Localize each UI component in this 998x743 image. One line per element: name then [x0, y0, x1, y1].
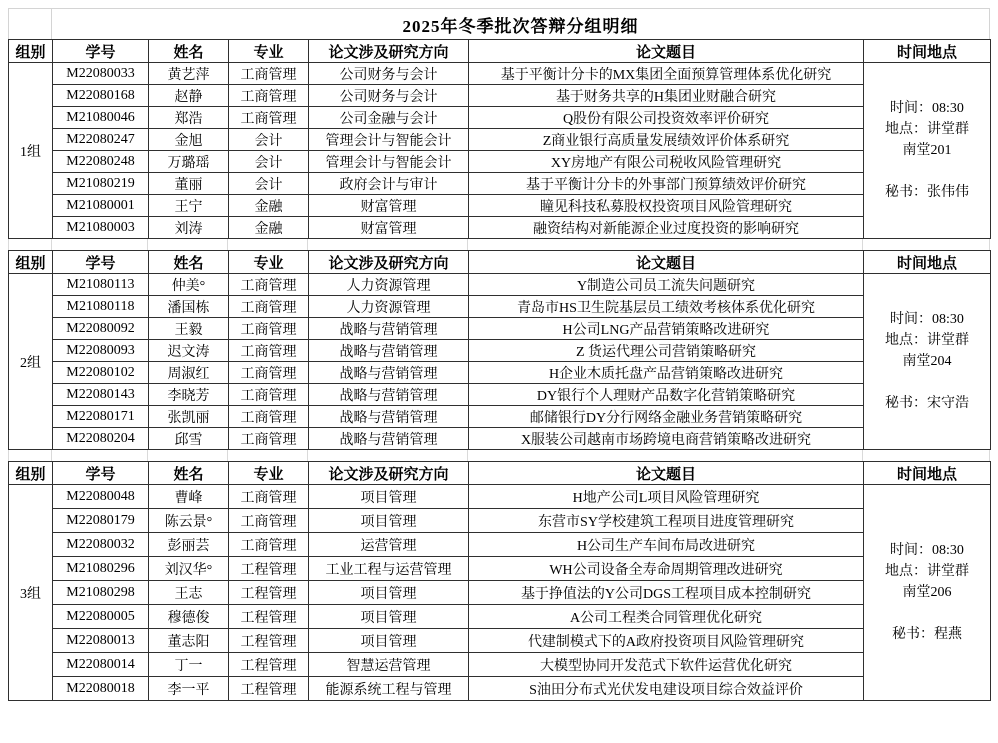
- column-header: 论文涉及研究方向: [309, 40, 469, 63]
- student-id-cell: M21080219: [53, 173, 149, 195]
- research-direction-cell: 公司财务与会计: [309, 85, 469, 107]
- group-label: 1组: [9, 63, 53, 239]
- sheet-gridline-gap: [8, 239, 990, 250]
- research-direction-cell: 工业工程与运营管理: [309, 557, 469, 581]
- thesis-title-cell: 青岛市HS卫生院基层员工绩效考核体系优化研究: [469, 296, 864, 318]
- group-table-1: [8, 39, 991, 239]
- gridline-segment: [863, 450, 990, 461]
- student-id-cell: M22080143: [53, 384, 149, 406]
- table-row: [9, 340, 991, 362]
- schedule-spacer: [866, 372, 988, 393]
- schedule-location: 地点：讲堂群: [885, 564, 969, 579]
- research-direction-cell: 人力资源管理: [309, 296, 469, 318]
- table-row: [9, 296, 991, 318]
- major-cell: 工商管理: [229, 296, 309, 318]
- name-cell: 郑浩: [149, 107, 229, 129]
- sheet-title-row: [8, 8, 990, 39]
- schedule-cell: [864, 485, 991, 701]
- schedule-secretary: 秘书：程燕: [892, 627, 962, 642]
- schedule-time: 时间：08:30: [890, 543, 964, 558]
- name-cell: 潘国栋: [149, 296, 229, 318]
- student-id-cell: M21080046: [53, 107, 149, 129]
- research-direction-cell: 项目管理: [309, 629, 469, 653]
- table-row: [9, 173, 991, 195]
- major-cell: 工程管理: [229, 653, 309, 677]
- thesis-title-cell: 融资结构对新能源企业过度投资的影响研究: [469, 217, 864, 239]
- thesis-title-cell: H地产公司L项目风险管理研究: [469, 485, 864, 509]
- table-row: [9, 217, 991, 239]
- table-row: [9, 384, 991, 406]
- research-direction-cell: 战略与营销管理: [309, 384, 469, 406]
- schedule-location: 地点：讲堂群: [885, 122, 969, 137]
- schedule-time: 时间：08:30: [890, 312, 964, 327]
- thesis-title-cell: 基于挣值法的Y公司DGS工程项目成本控制研究: [469, 581, 864, 605]
- column-header: 时间地点: [864, 40, 991, 63]
- name-cell: 王宁: [149, 195, 229, 217]
- major-cell: 会计: [229, 151, 309, 173]
- thesis-title-cell: 大模型协同开发范式下软件运营优化研究: [469, 653, 864, 677]
- thesis-title-cell: H企业木质托盘产品营销策略改进研究: [469, 362, 864, 384]
- gridline-segment: [52, 450, 148, 461]
- student-id-cell: M22080048: [53, 485, 149, 509]
- major-cell: 金融: [229, 217, 309, 239]
- column-header: 专业: [229, 462, 309, 485]
- student-id-cell: M22080102: [53, 362, 149, 384]
- schedule-secretary: 秘书：宋守浩: [885, 396, 969, 411]
- name-cell: 邱雪: [149, 428, 229, 450]
- research-direction-cell: 公司财务与会计: [309, 63, 469, 85]
- table-row: [9, 318, 991, 340]
- research-direction-cell: 运营管理: [309, 533, 469, 557]
- research-direction-cell: 项目管理: [309, 581, 469, 605]
- thesis-title-cell: 代建制模式下的A政府投资项目风险管理研究: [469, 629, 864, 653]
- research-direction-cell: 战略与营销管理: [309, 428, 469, 450]
- student-id-cell: M22080005: [53, 605, 149, 629]
- research-direction-cell: 项目管理: [309, 485, 469, 509]
- name-cell: 李一平: [149, 677, 229, 701]
- major-cell: 工程管理: [229, 629, 309, 653]
- header-row: [9, 462, 991, 485]
- group-table-3: [8, 461, 991, 701]
- gridline-segment: [468, 239, 863, 250]
- student-id-cell: M22080018: [53, 677, 149, 701]
- name-cell: 仲美°: [149, 274, 229, 296]
- research-direction-cell: 公司金融与会计: [309, 107, 469, 129]
- gridline-segment: [863, 239, 990, 250]
- column-header: 论文题目: [469, 251, 864, 274]
- schedule-cell: [864, 63, 991, 239]
- student-id-cell: M22080013: [53, 629, 149, 653]
- research-direction-cell: 能源系统工程与管理: [309, 677, 469, 701]
- thesis-title-cell: X服装公司越南市场跨境电商营销策略改进研究: [469, 428, 864, 450]
- gridline-segment: [468, 450, 863, 461]
- name-cell: 王毅: [149, 318, 229, 340]
- major-cell: 会计: [229, 173, 309, 195]
- research-direction-cell: 智慧运营管理: [309, 653, 469, 677]
- column-header: 组别: [9, 251, 53, 274]
- column-header: 学号: [53, 462, 149, 485]
- student-id-cell: M21080001: [53, 195, 149, 217]
- name-cell: 周淑红: [149, 362, 229, 384]
- column-header: 专业: [229, 40, 309, 63]
- table-row: [9, 274, 991, 296]
- research-direction-cell: 战略与营销管理: [309, 362, 469, 384]
- name-cell: 迟文涛: [149, 340, 229, 362]
- table-row: [9, 581, 991, 605]
- thesis-title-cell: S油田分布式光伏发电建设项目综合效益评价: [469, 677, 864, 701]
- column-header: 时间地点: [864, 251, 991, 274]
- research-direction-cell: 战略与营销管理: [309, 318, 469, 340]
- major-cell: 工商管理: [229, 406, 309, 428]
- page-title: 2025年冬季批次答辩分组明细: [52, 8, 990, 39]
- schedule-time: 时间：08:30: [890, 101, 964, 116]
- gridline-segment: [8, 239, 52, 250]
- student-id-cell: M22080179: [53, 509, 149, 533]
- major-cell: 工程管理: [229, 581, 309, 605]
- research-direction-cell: 管理会计与智能会计: [309, 151, 469, 173]
- name-cell: 张凯丽: [149, 406, 229, 428]
- major-cell: 工商管理: [229, 107, 309, 129]
- student-id-cell: M22080093: [53, 340, 149, 362]
- group-label: 2组: [9, 274, 53, 450]
- student-id-cell: M22080032: [53, 533, 149, 557]
- thesis-title-cell: A公司工程类合同管理优化研究: [469, 605, 864, 629]
- table-row: [9, 533, 991, 557]
- student-id-cell: M22080247: [53, 129, 149, 151]
- column-header: 专业: [229, 251, 309, 274]
- thesis-title-cell: 基于财务共享的H集团业财融合研究: [469, 85, 864, 107]
- major-cell: 工商管理: [229, 485, 309, 509]
- thesis-title-cell: XY房地产有限公司税收风险管理研究: [469, 151, 864, 173]
- gridline-segment: [308, 239, 468, 250]
- student-id-cell: M21080118: [53, 296, 149, 318]
- name-cell: 李晓芳: [149, 384, 229, 406]
- column-header: 组别: [9, 462, 53, 485]
- gridline-segment: [8, 450, 52, 461]
- column-header: 组别: [9, 40, 53, 63]
- major-cell: 工程管理: [229, 677, 309, 701]
- name-cell: 陈云景°: [149, 509, 229, 533]
- header-row: [9, 251, 991, 274]
- student-id-cell: M22080171: [53, 406, 149, 428]
- table-row: [9, 485, 991, 509]
- major-cell: 工商管理: [229, 533, 309, 557]
- schedule-spacer: [866, 603, 988, 624]
- sheet-gridline-gap: [8, 450, 990, 461]
- research-direction-cell: 人力资源管理: [309, 274, 469, 296]
- gridline-segment: [52, 239, 148, 250]
- student-id-cell: M22080248: [53, 151, 149, 173]
- student-id-cell: M21080296: [53, 557, 149, 581]
- table-row: [9, 557, 991, 581]
- name-cell: 穆德俊: [149, 605, 229, 629]
- title-empty-stub-cell: [8, 8, 52, 39]
- column-header: 论文涉及研究方向: [309, 251, 469, 274]
- student-id-cell: M22080168: [53, 85, 149, 107]
- research-direction-cell: 项目管理: [309, 509, 469, 533]
- student-id-cell: M21080113: [53, 274, 149, 296]
- student-id-cell: M21080003: [53, 217, 149, 239]
- table-row: [9, 151, 991, 173]
- table-header: [9, 40, 991, 63]
- table-row: [9, 605, 991, 629]
- gridline-segment: [308, 450, 468, 461]
- thesis-title-cell: Y制造公司员工流失问题研究: [469, 274, 864, 296]
- group-table-2: [8, 250, 991, 450]
- major-cell: 工商管理: [229, 274, 309, 296]
- thesis-title-cell: 东营市SY学校建筑工程项目进度管理研究: [469, 509, 864, 533]
- table-header: [9, 462, 991, 485]
- table-row: [9, 677, 991, 701]
- column-header: 论文题目: [469, 462, 864, 485]
- table-row: [9, 63, 991, 85]
- column-header: 姓名: [149, 40, 229, 63]
- research-direction-cell: 财富管理: [309, 217, 469, 239]
- major-cell: 工商管理: [229, 362, 309, 384]
- table-header: [9, 251, 991, 274]
- student-id-cell: M22080204: [53, 428, 149, 450]
- column-header: 姓名: [149, 462, 229, 485]
- gridline-segment: [148, 450, 228, 461]
- schedule-room: 南堂206: [902, 585, 952, 600]
- table-row: [9, 107, 991, 129]
- column-header: 姓名: [149, 251, 229, 274]
- table-row: [9, 629, 991, 653]
- name-cell: 刘汉华°: [149, 557, 229, 581]
- major-cell: 工商管理: [229, 318, 309, 340]
- group-label: 3组: [9, 485, 53, 701]
- major-cell: 工商管理: [229, 85, 309, 107]
- research-direction-cell: 财富管理: [309, 195, 469, 217]
- schedule-room: 南堂201: [902, 143, 952, 158]
- major-cell: 工商管理: [229, 340, 309, 362]
- gridline-segment: [148, 239, 228, 250]
- schedule-room: 南堂204: [902, 354, 952, 369]
- thesis-title-cell: H公司LNG产品营销策略改进研究: [469, 318, 864, 340]
- student-id-cell: M21080298: [53, 581, 149, 605]
- major-cell: 工商管理: [229, 428, 309, 450]
- schedule-spacer: [866, 161, 988, 182]
- name-cell: 王志: [149, 581, 229, 605]
- student-id-cell: M22080092: [53, 318, 149, 340]
- major-cell: 工程管理: [229, 605, 309, 629]
- major-cell: 金融: [229, 195, 309, 217]
- column-header: 学号: [53, 40, 149, 63]
- schedule-cell: [864, 274, 991, 450]
- major-cell: 工商管理: [229, 509, 309, 533]
- thesis-title-cell: H公司生产车间布局改进研究: [469, 533, 864, 557]
- name-cell: 刘涛: [149, 217, 229, 239]
- major-cell: 工商管理: [229, 384, 309, 406]
- research-direction-cell: 战略与营销管理: [309, 406, 469, 428]
- name-cell: 丁一: [149, 653, 229, 677]
- gridline-segment: [228, 450, 308, 461]
- table-row: [9, 129, 991, 151]
- name-cell: 彭丽芸: [149, 533, 229, 557]
- name-cell: 金旭: [149, 129, 229, 151]
- name-cell: 黄艺萍: [149, 63, 229, 85]
- schedule-location: 地点：讲堂群: [885, 333, 969, 348]
- table-row: [9, 428, 991, 450]
- research-direction-cell: 政府会计与审计: [309, 173, 469, 195]
- schedule-secretary: 秘书：张伟伟: [885, 185, 969, 200]
- column-header: 时间地点: [864, 462, 991, 485]
- major-cell: 工商管理: [229, 63, 309, 85]
- research-direction-cell: 战略与营销管理: [309, 340, 469, 362]
- research-direction-cell: 管理会计与智能会计: [309, 129, 469, 151]
- thesis-title-cell: Z 货运代理公司营销策略研究: [469, 340, 864, 362]
- research-direction-cell: 项目管理: [309, 605, 469, 629]
- student-id-cell: M22080033: [53, 63, 149, 85]
- column-header: 论文题目: [469, 40, 864, 63]
- gridline-segment: [228, 239, 308, 250]
- table-row: [9, 85, 991, 107]
- thesis-title-cell: Q股份有限公司投资效率评价研究: [469, 107, 864, 129]
- student-id-cell: M22080014: [53, 653, 149, 677]
- table-row: [9, 653, 991, 677]
- name-cell: 董志阳: [149, 629, 229, 653]
- name-cell: 万璐瑶: [149, 151, 229, 173]
- name-cell: 赵静: [149, 85, 229, 107]
- table-row: [9, 195, 991, 217]
- thesis-title-cell: 基于平衡计分卡的MX集团全面预算管理体系优化研究: [469, 63, 864, 85]
- thesis-title-cell: Z商业银行高质量发展绩效评价体系研究: [469, 129, 864, 151]
- name-cell: 曹峰: [149, 485, 229, 509]
- thesis-title-cell: 基于平衡计分卡的外事部门预算绩效评价研究: [469, 173, 864, 195]
- name-cell: 董丽: [149, 173, 229, 195]
- thesis-title-cell: WH公司设备全寿命周期管理改进研究: [469, 557, 864, 581]
- major-cell: 工程管理: [229, 557, 309, 581]
- header-row: [9, 40, 991, 63]
- table-row: [9, 362, 991, 384]
- thesis-title-cell: 瞳见科技私募股权投资项目风险管理研究: [469, 195, 864, 217]
- thesis-title-cell: 邮储银行DY分行网络金融业务营销策略研究: [469, 406, 864, 428]
- table-row: [9, 406, 991, 428]
- column-header: 学号: [53, 251, 149, 274]
- column-header: 论文涉及研究方向: [309, 462, 469, 485]
- major-cell: 会计: [229, 129, 309, 151]
- thesis-title-cell: DY银行个人理财产品数字化营销策略研究: [469, 384, 864, 406]
- table-row: [9, 509, 991, 533]
